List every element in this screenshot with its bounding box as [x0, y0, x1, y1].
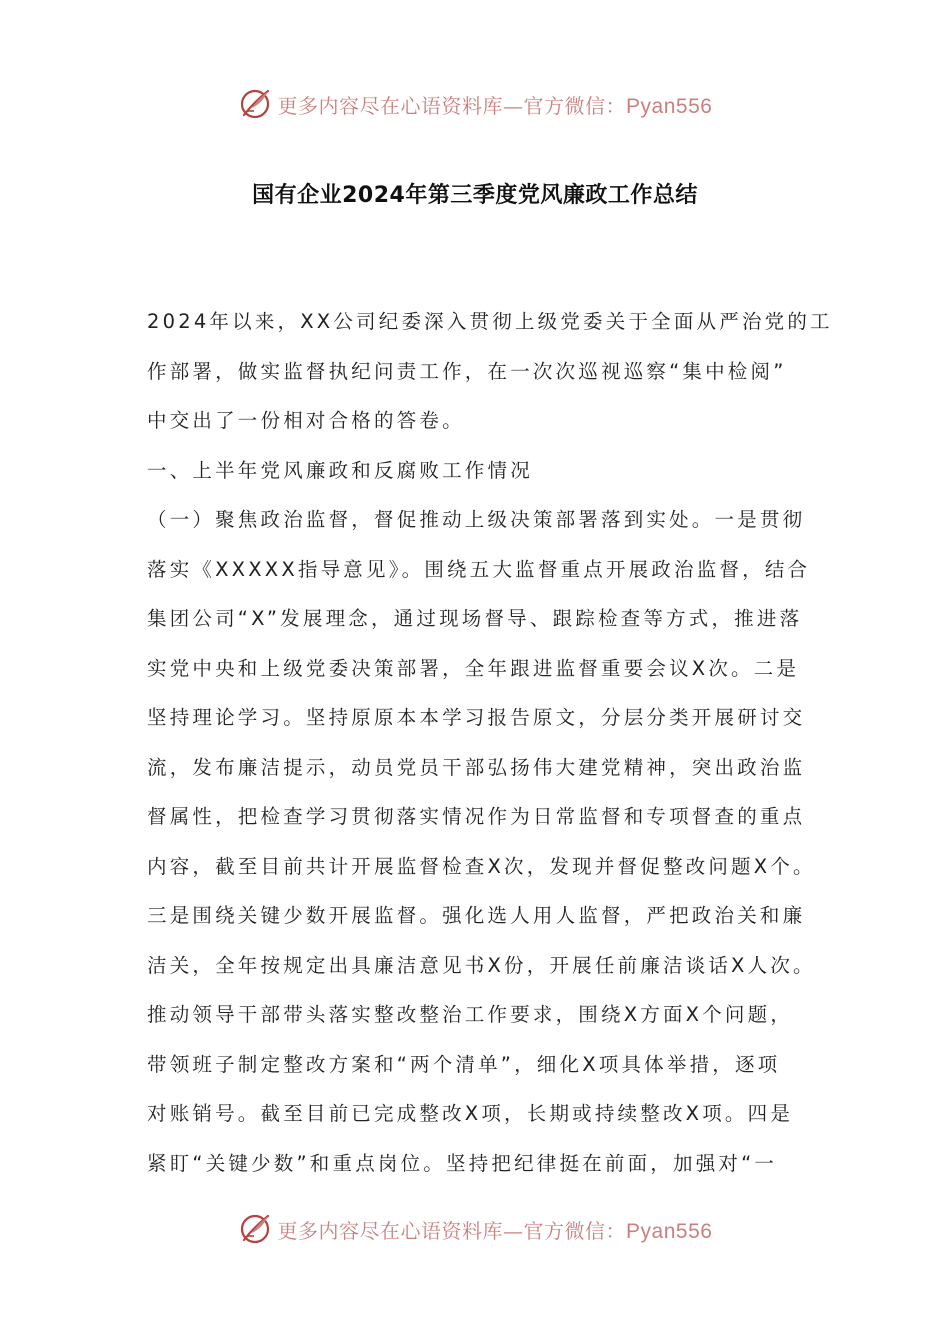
footer-watermark — [0, 1209, 950, 1249]
body-line: 三是围绕关键少数开展监督。强化选人用人监督，严把政治关和廉 — [147, 904, 806, 927]
watermark-cn: 更多内容尽在心语资料库—官方微信： — [277, 93, 627, 118]
body-line: 洁关，全年按规定出具廉洁意见书X份，开展任前廉洁谈话X人次。 — [147, 953, 816, 977]
body-line: 带领班子制定整改方案和“两个清单”，细化X项具体举措，逐项 — [147, 1052, 781, 1076]
quill-logo-icon — [238, 1212, 272, 1246]
watermark-wechat-id: Pyan556 — [626, 1219, 713, 1243]
body-line: 推动领导干部带头落实整改整治工作要求，围绕X方面X个问题， — [147, 1003, 794, 1026]
document-title: 国有企业2024年第三季度党风廉政工作总结 — [252, 183, 698, 208]
watermark-text — [278, 1215, 713, 1244]
body-line: 集团公司“X”发展理念，通过现场督导、跟踪检查等方式，推进落 — [147, 607, 803, 630]
body-line: 实党中央和上级党委决策部署，全年跟进监督重要会议X次。二是 — [147, 656, 800, 680]
watermark-text — [278, 90, 713, 119]
body-line: 对账销号。截至目前已完成整改X项，长期或持续整改X项。四是 — [147, 1102, 794, 1125]
body-line: 中交出了一份相对合格的答卷。 — [147, 409, 465, 432]
header-watermark — [0, 84, 950, 124]
quill-logo-icon — [238, 87, 272, 121]
watermark-wechat-id: Pyan556 — [626, 94, 713, 118]
body-line: 督属性，把检查学习贯彻落实情况作为日常监督和专项督查的重点 — [147, 805, 806, 828]
body-line: （一）聚焦政治监督，督促推动上级决策部署落到实处。一是贯彻 — [147, 508, 806, 531]
body-line: 坚持理论学习。坚持原原本本学习报告原文，分层分类开展研讨交 — [147, 706, 806, 729]
body-line: 内容，截至目前共计开展监督检查X次，发现并督促整改问题X个。 — [147, 854, 816, 878]
body-line: 作部署，做实监督执纪问责工作，在一次次巡视巡察“集中检阅” — [147, 359, 787, 383]
watermark-cn: 更多内容尽在心语资料库—官方微信： — [277, 1218, 627, 1243]
body-line: 落实《XXXXX指导意见》。围绕五大监督重点开展政治监督，结合 — [147, 557, 811, 581]
body-line: 紧盯“关键少数”和重点岗位。坚持把纪律挺在前面，加强对“一 — [147, 1151, 778, 1175]
body-line: 流，发布廉洁提示，动员党员干部弘扬伟大建党精神，突出政治监 — [147, 755, 806, 779]
section-heading: 一、上半年党风廉政和反腐败工作情况 — [147, 458, 533, 482]
body-line: 2024年以来，XX公司纪委深入贯彻上级党委关于全面从严治党的工 — [147, 310, 833, 333]
document-body — [147, 297, 833, 1188]
